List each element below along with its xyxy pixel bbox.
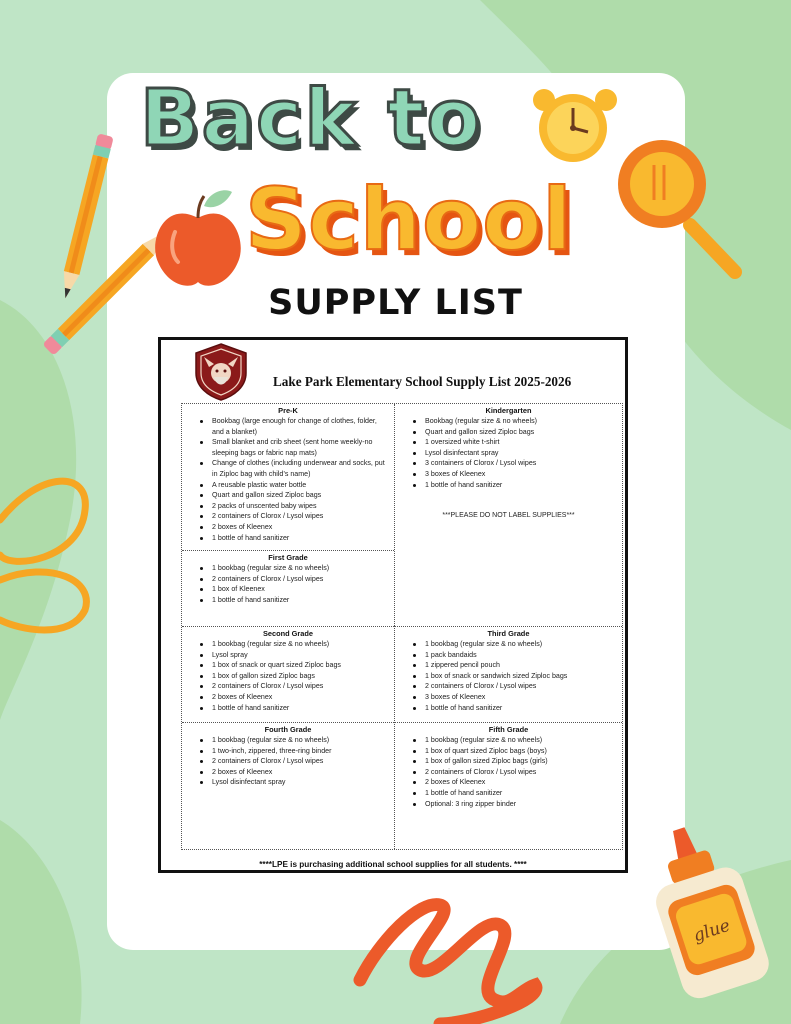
- list-item: Bookbag (large enough for change of clothes, folder, and a blanket): [212, 416, 390, 437]
- list-item: 2 containers of Clorox / Lysol wipes: [212, 574, 390, 585]
- grade-heading: First Grade: [268, 553, 308, 562]
- supply-list-sheet: [158, 337, 628, 873]
- list-item: 1 bottle of hand sanitizer: [425, 703, 618, 714]
- supply-items: [399, 416, 618, 490]
- supply-items: [186, 416, 390, 543]
- glue-label: glue: [690, 915, 733, 947]
- pencil-icon: [58, 133, 114, 300]
- label-note: ***PLEASE DO NOT LABEL SUPPLIES***: [442, 512, 575, 520]
- list-item: Quart and gallon sized Ziploc bags: [425, 427, 618, 438]
- list-item: 1 box of gallon sized Ziploc bags (girls): [425, 756, 618, 767]
- grade-heading: Pre-K: [278, 406, 298, 415]
- list-item: 1 box of snack or sandwich sized Ziploc bags: [425, 671, 618, 682]
- grade-heading: Second Grade: [262, 629, 314, 638]
- list-item: 2 containers of Clorox / Lysol wipes: [212, 681, 390, 692]
- grade-section-fourth: [182, 723, 394, 849]
- supply-items: [186, 563, 390, 605]
- school-crest-icon: [194, 343, 248, 401]
- grade-heading: Kindergarten: [485, 406, 532, 415]
- grade-section-kindergarten: [395, 404, 622, 626]
- list-item: Optional: 3 ring zipper binder: [425, 799, 618, 810]
- poster-title-school: School: [245, 170, 573, 270]
- list-item: Change of clothes (including underwear and socks, put in Ziploc bag with child’s name): [212, 458, 390, 479]
- list-item: 1 box of gallon sized Ziploc bags: [212, 671, 390, 682]
- list-item: Lysol disinfectant spray: [425, 448, 618, 459]
- magnifier-icon: [618, 140, 735, 272]
- list-item: 2 boxes of Kleenex: [425, 777, 618, 788]
- list-item: Quart and gallon sized Ziploc bags: [212, 490, 390, 501]
- list-item: 1 bottle of hand sanitizer: [212, 703, 390, 714]
- list-item: 1 bookbag (regular size & no wheels): [425, 735, 618, 746]
- list-item: 1 pack bandaids: [425, 650, 618, 661]
- list-item: A reusable plastic water bottle: [212, 480, 390, 491]
- list-item: 1 bottle of hand sanitizer: [212, 533, 390, 544]
- list-item: 3 containers of Clorox / Lysol wipes: [425, 458, 618, 469]
- swirl-decoration: [0, 481, 86, 630]
- grade-section-fifth: [395, 723, 622, 849]
- supply-grid: [181, 403, 623, 850]
- grade-section-pre-k: [182, 404, 394, 550]
- list-item: 1 box of Kleenex: [212, 584, 390, 595]
- list-item: 2 boxes of Kleenex: [212, 522, 390, 533]
- supply-items: [399, 735, 618, 809]
- supply-items: [399, 639, 618, 713]
- grade-section-first: [182, 551, 394, 626]
- grade-heading: Fifth Grade: [488, 725, 529, 734]
- sheet-footer: ****LPE is purchasing additional school supplies for all students. ****: [259, 860, 527, 869]
- list-item: Small blanket and crib sheet (sent home weekly-no sleeping bags or fabric nap mats): [212, 437, 390, 458]
- list-item: 1 bookbag (regular size & no wheels): [212, 639, 390, 650]
- list-item: 2 containers of Clorox / Lysol wipes: [425, 681, 618, 692]
- grade-section-third: [395, 627, 622, 722]
- list-item: 3 boxes of Kleenex: [425, 692, 618, 703]
- list-item: 2 boxes of Kleenex: [212, 692, 390, 703]
- glue-bottle-icon: [636, 815, 774, 1003]
- list-item: 1 box of snack or quart sized Ziploc bags: [212, 660, 390, 671]
- list-item: 2 boxes of Kleenex: [212, 767, 390, 778]
- list-item: Bookbag (regular size & no wheels): [425, 416, 618, 427]
- list-item: 1 bottle of hand sanitizer: [425, 788, 618, 799]
- list-item: 2 packs of unscented baby wipes: [212, 501, 390, 512]
- list-item: 2 containers of Clorox / Lysol wipes: [212, 756, 390, 767]
- list-item: 3 boxes of Kleenex: [425, 469, 618, 480]
- grade-heading: Fourth Grade: [264, 725, 312, 734]
- list-item: Lysol disinfectant spray: [212, 777, 390, 788]
- list-item: 1 box of quart sized Ziploc bags (boys): [425, 746, 618, 757]
- list-item: 1 bookbag (regular size & no wheels): [212, 563, 390, 574]
- list-item: 1 bookbag (regular size & no wheels): [212, 735, 390, 746]
- poster-subtitle: SUPPLY LIST: [268, 283, 523, 323]
- grade-section-second: [182, 627, 394, 722]
- list-item: Lysol spray: [212, 650, 390, 661]
- list-item: 1 bookbag (regular size & no wheels): [425, 639, 618, 650]
- supply-items: [186, 639, 390, 713]
- list-item: 1 two-inch, zippered, three-ring binder: [212, 746, 390, 757]
- apple-icon: [155, 190, 241, 286]
- list-item: 1 bottle of hand sanitizer: [212, 595, 390, 606]
- list-item: 1 zippered pencil pouch: [425, 660, 618, 671]
- alarm-clock-icon: [533, 89, 617, 162]
- poster-title-back-to: Back to: [140, 74, 483, 164]
- list-item: 2 containers of Clorox / Lysol wipes: [212, 511, 390, 522]
- list-item: 2 containers of Clorox / Lysol wipes: [425, 767, 618, 778]
- list-item: 1 oversized white t-shirt: [425, 437, 618, 448]
- scribble-decoration: [360, 905, 536, 1024]
- list-item: 1 bottle of hand sanitizer: [425, 480, 618, 491]
- sheet-title: Lake Park Elementary School Supply List 2025-2026: [273, 374, 572, 389]
- supply-items: [186, 735, 390, 788]
- grade-heading: Third Grade: [487, 629, 530, 638]
